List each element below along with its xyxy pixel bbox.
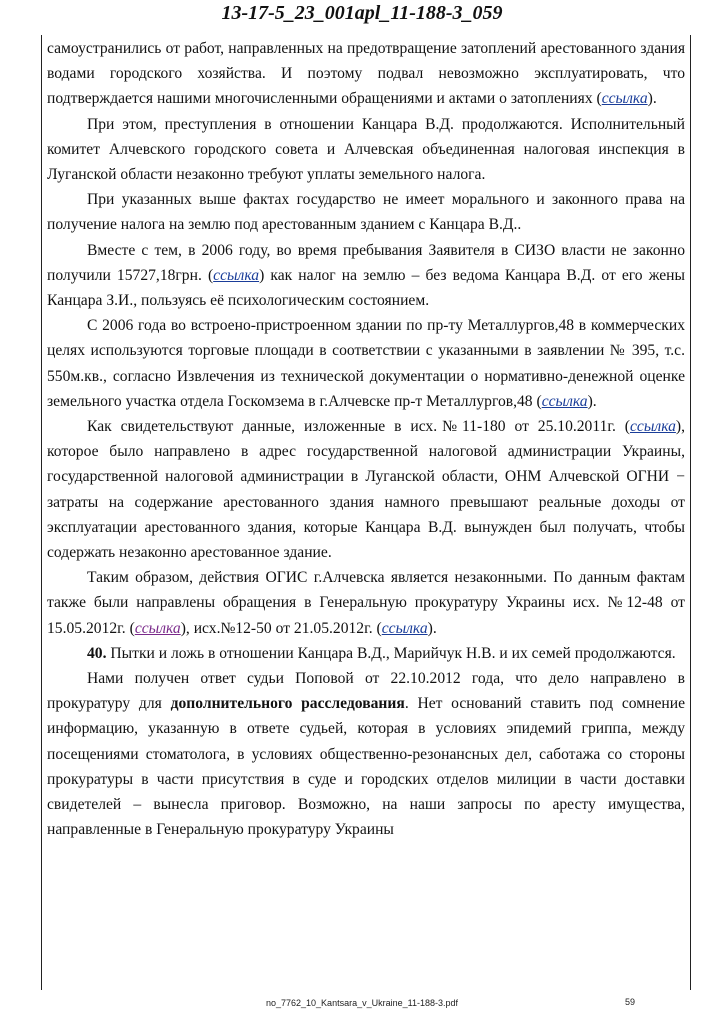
paragraph: 40. Пытки и ложь в отношении Канцара В.Д., Марийчук Н.В. и их семей продолжаются. [87,644,676,662]
reference-link[interactable]: ссылка [601,90,648,108]
paragraph: При этом, преступления в отношении Канцара В.Д. продолжаются. Исполнительный комитет Алчевского городского совета и Алчевская объединенная налоговая инспекция в Луганской области незаконно требуют уплаты земельного налога. [47,115,685,184]
section-number: 40. [87,644,107,662]
bold-phrase: дополнительного расследования [170,695,405,713]
right-margin-line [690,35,691,990]
footer-filename: no_7762_10_Kantsara_v_Ukraine_11-188-3.pdf [266,998,458,1008]
left-margin-line [41,35,42,990]
paragraph: Как свидетельствуют данные, изложенные в исх.№11-180 от 25.10.2011г. (ссылка), которое было направлено в адрес государственной налоговой администрации Украины, государственной налоговой администрации в Луганской области, ОНМ Алчевской ОГНИ − затраты на содержание арестованного здания намного превышают реальные доходы от эксплуатации арестованного здания, которые Канцара В.Д. вынужден был получать, чтобы содержать незаконно арестованное здание. [47,418,685,562]
paragraph: Нами получен ответ судьи Поповой от 22.10.2012 года, что дело направлено в прокуратуру для дополнительного расследования. Нет оснований ставить под сомнение информацию, указанную в ответе судьей, которая в условиях эпидемий гриппа, между посещениями стоматолога, в условиях общественно-резонансных дел, саботажа со стороны прокуратуры в части присутствия в суде и городских отделов милиции в части доставки свидетелей – вынесла приговор. Возможно, на наши запросы по аресту имущества, направленные в Генеральную прокуратуру Украины [47,670,686,839]
reference-link[interactable]: ссылка [630,418,676,436]
document-title: 13-17-5_23_001apl_11-188-3_059 [221,2,503,24]
paragraph: самоустранились от работ, направленных на предотвращение затоплений арестованного здания водами городского хозяйства. И поэтому подвал невозможно эксплуатировать, что подтверждается нашими многочисленными обращениями и актами о затоплениях (ссылка). [47,40,685,108]
reference-link[interactable]: ссылка [541,392,588,410]
paragraph: Таким образом, действия ОГИС г.Алчевска является незаконными. По данным фактам также были направлены обращения в Генеральную прокуратуру Украины исх. №12-48 от 15.05.2012г. (ссылка), исх.№12-50 от 21.05.2012г. (ссылка). [47,569,685,637]
reference-link[interactable]: ссылка [134,619,181,637]
paragraph: При указанных выше фактах государство не имеет морального и законного права на получение налога на землю под арестованным зданием с Канцара В.Д.. [47,191,685,234]
page-number: 59 [625,997,636,1007]
paragraph: С 2006 года во встроено-пристроенном здании по пр-ту Металлургов,48 в коммерческих целях используются торговые площади в соответствии с указанными в заявлении № 395, т.с. 550м.кв., согласно Извлечения из технической документации о нормативно-денежной оценке земельного участка отдела Госкомзема в г.Алчевске пр-т Металлургов,48 (ссылка). [47,317,685,410]
reference-link[interactable]: ссылка [213,266,260,284]
paragraph: Вместе с тем, в 2006 году, во время пребывания Заявителя в СИЗО власти не законно получили 15727,18грн. (ссылка) как налог на землю – без ведома Канцара В.Д. от его жены Канцара З.И., пользуясь её психологическим состоянием. [47,241,685,310]
reference-link[interactable]: ссылка [381,619,428,637]
document-body [47,36,685,843]
